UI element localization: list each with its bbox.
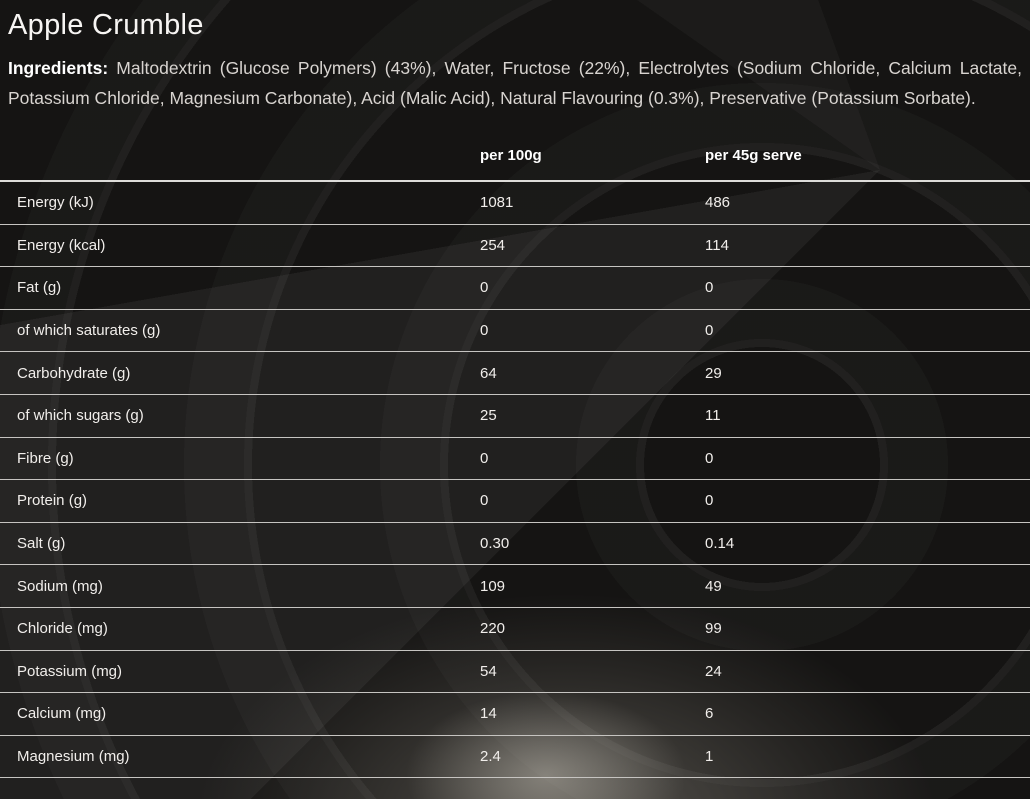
value-per-100g: 1081 <box>480 181 705 224</box>
value-per-100g: 54 <box>480 650 705 693</box>
row-label: of which sugars (g) <box>0 394 480 437</box>
row-label: Energy (kcal) <box>0 224 480 267</box>
value-per-45g-serve: 99 <box>705 607 1030 650</box>
table-row <box>0 693 1030 736</box>
nutrition-table <box>0 124 1030 778</box>
value-per-100g: 109 <box>480 565 705 608</box>
table-row <box>0 437 1030 480</box>
row-label: Fibre (g) <box>0 437 480 480</box>
value-per-45g-serve: 0 <box>705 267 1030 310</box>
header-per-100g: per 100g <box>480 124 705 181</box>
ingredients-label: Ingredients: <box>8 58 109 78</box>
row-label: Protein (g) <box>0 480 480 523</box>
value-per-45g-serve: 0 <box>705 480 1030 523</box>
value-per-100g: 64 <box>480 352 705 395</box>
value-per-45g-serve: 29 <box>705 352 1030 395</box>
content-area <box>0 6 1030 778</box>
header-row <box>0 124 1030 181</box>
table-row <box>0 522 1030 565</box>
value-per-45g-serve: 486 <box>705 181 1030 224</box>
value-per-45g-serve: 49 <box>705 565 1030 608</box>
row-label: Sodium (mg) <box>0 565 480 608</box>
value-per-45g-serve: 6 <box>705 693 1030 736</box>
table-row <box>0 650 1030 693</box>
value-per-45g-serve: 0 <box>705 437 1030 480</box>
row-label: Energy (kJ) <box>0 181 480 224</box>
value-per-100g: 2.4 <box>480 735 705 778</box>
table-row <box>0 480 1030 523</box>
value-per-100g: 14 <box>480 693 705 736</box>
value-per-45g-serve: 11 <box>705 394 1030 437</box>
row-label: Calcium (mg) <box>0 693 480 736</box>
row-label: Magnesium (mg) <box>0 735 480 778</box>
value-per-45g-serve: 114 <box>705 224 1030 267</box>
table-row <box>0 267 1030 310</box>
table-row <box>0 309 1030 352</box>
value-per-100g: 220 <box>480 607 705 650</box>
value-per-100g: 0 <box>480 267 705 310</box>
nutrition-table-header <box>0 124 1030 181</box>
value-per-100g: 0 <box>480 480 705 523</box>
ingredients-text: Maltodextrin (Glucose Polymers) (43%), Water, Fructose (22%), Electrolytes (Sodium Chloride, Calcium Lactate, Potassium Chloride, Magnesium Carbonate), Acid (Malic Acid), Natural Flavouring (0.3%), Preservative (Potassium Sorbate). <box>8 58 1022 108</box>
ingredients-paragraph <box>8 54 1022 113</box>
header-per-45g-serve: per 45g serve <box>705 124 1030 181</box>
row-label: Chloride (mg) <box>0 607 480 650</box>
value-per-100g: 254 <box>480 224 705 267</box>
table-row <box>0 735 1030 778</box>
value-per-100g: 0 <box>480 309 705 352</box>
table-row <box>0 352 1030 395</box>
value-per-100g: 0 <box>480 437 705 480</box>
value-per-45g-serve: 1 <box>705 735 1030 778</box>
table-row <box>0 607 1030 650</box>
value-per-45g-serve: 24 <box>705 650 1030 693</box>
row-label: Fat (g) <box>0 267 480 310</box>
product-title: Apple Crumble <box>8 9 204 41</box>
row-label: Salt (g) <box>0 522 480 565</box>
table-row <box>0 224 1030 267</box>
row-label: Carbohydrate (g) <box>0 352 480 395</box>
value-per-45g-serve: 0 <box>705 309 1030 352</box>
value-per-100g: 0.30 <box>480 522 705 565</box>
table-row <box>0 181 1030 224</box>
value-per-100g: 25 <box>480 394 705 437</box>
value-per-45g-serve: 0.14 <box>705 522 1030 565</box>
nutrition-table-body <box>0 181 1030 778</box>
row-label: of which saturates (g) <box>0 309 480 352</box>
table-row <box>0 394 1030 437</box>
table-row <box>0 565 1030 608</box>
row-label: Potassium (mg) <box>0 650 480 693</box>
header-nutrient-column <box>0 124 480 181</box>
